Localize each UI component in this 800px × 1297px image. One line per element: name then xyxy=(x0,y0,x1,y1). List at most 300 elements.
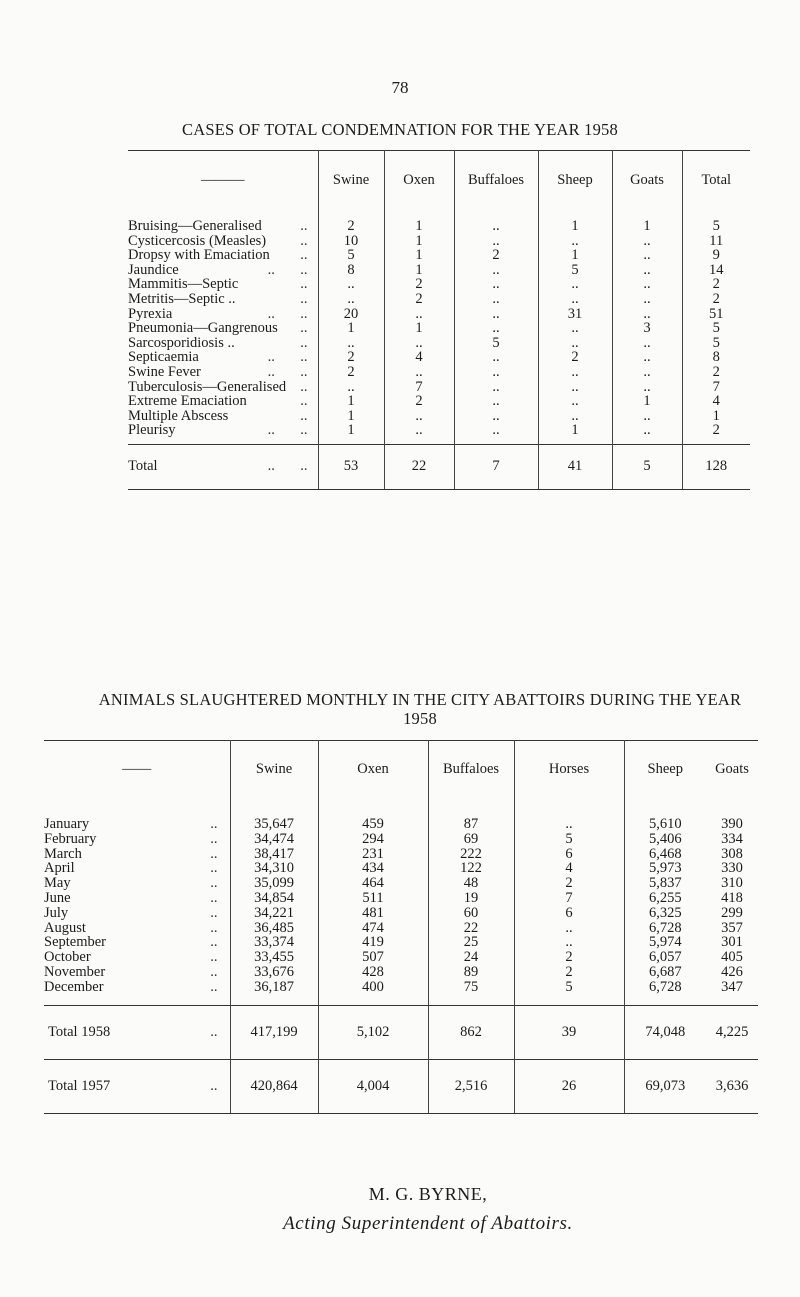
table-cell: .. xyxy=(384,409,454,424)
table1-col-header: Oxen xyxy=(384,151,454,210)
table-cell: .. xyxy=(318,380,384,395)
table-cell: .. xyxy=(612,307,682,322)
table-cell: 6,728 xyxy=(624,980,706,995)
table-cell: .. xyxy=(454,292,538,307)
table1-col-header: Goats xyxy=(612,151,682,210)
leader-dots: .. xyxy=(210,860,218,877)
table-cell: 310 xyxy=(721,875,743,892)
table-row xyxy=(44,921,758,936)
table-cell: .. xyxy=(384,336,454,351)
table-cell: 4,225 xyxy=(706,1005,758,1059)
table-cell: 5 xyxy=(514,980,624,995)
table-cell: 89 xyxy=(428,965,514,980)
table-cell: .. xyxy=(612,365,682,380)
row-label: October xyxy=(44,949,91,966)
table-cell: .. xyxy=(514,817,624,832)
table-cell: .. xyxy=(454,321,538,336)
row-label-cell xyxy=(44,980,230,995)
leader-dots: .. xyxy=(300,334,308,351)
table-cell: 41 xyxy=(538,444,612,489)
row-label-cell xyxy=(128,444,318,489)
table-cell: 6,325 xyxy=(624,906,706,921)
row-label-cell xyxy=(128,394,318,409)
table-cell: .. xyxy=(612,292,682,307)
table-cell: 5 xyxy=(454,336,538,351)
table-cell: 1 xyxy=(318,409,384,424)
table-cell: .. xyxy=(538,292,612,307)
table-cell: .. xyxy=(318,277,384,292)
page-number: 78 xyxy=(391,78,409,97)
table-cell: 7 xyxy=(514,891,624,906)
table-cell: 33,676 xyxy=(230,965,318,980)
table-cell: 34,221 xyxy=(230,906,318,921)
table-cell: 4,004 xyxy=(318,1059,428,1113)
row-label: Sarcosporidiosis .. xyxy=(128,334,235,351)
table-cell: 5,837 xyxy=(624,876,706,891)
leader-dots: .. xyxy=(210,934,218,951)
table-cell: 481 xyxy=(318,906,428,921)
row-label-cell xyxy=(44,950,230,965)
table-cell: 34,310 xyxy=(230,861,318,876)
table-cell: 3,636 xyxy=(706,1059,758,1113)
table2-col-header: Buffaloes xyxy=(428,741,514,798)
row-label: Total 1957 xyxy=(48,1077,111,1094)
row-label-cell xyxy=(128,336,318,351)
table-cell: 6 xyxy=(514,847,624,862)
row-label-cell xyxy=(44,1059,230,1113)
table-row xyxy=(128,336,750,351)
table-row xyxy=(44,891,758,906)
leader-dots: .. xyxy=(300,290,308,307)
table-cell: 25 xyxy=(428,935,514,950)
table-cell: .. xyxy=(318,292,384,307)
table-cell: 2 xyxy=(318,350,384,365)
row-label: September xyxy=(44,934,107,951)
table-cell: .. xyxy=(454,365,538,380)
row-label-cell xyxy=(44,847,230,862)
table-cell: 69 xyxy=(428,832,514,847)
table-cell: 308 xyxy=(721,845,743,862)
table-cell: 1 xyxy=(538,219,612,234)
table-cell: 1 xyxy=(384,234,454,249)
row-label: Mammitis—Septic xyxy=(128,276,239,293)
table-cell: 5 xyxy=(612,444,682,489)
table-cell: .. xyxy=(538,409,612,424)
table-cell: .. xyxy=(612,263,682,278)
table-row xyxy=(44,980,758,995)
leader-dots: .. xyxy=(210,919,218,936)
table-cell: 8 xyxy=(682,350,750,365)
table-cell: 428 xyxy=(318,965,428,980)
table-cell: 4 xyxy=(384,350,454,365)
table-cell: .. xyxy=(454,263,538,278)
table-cell: 3 xyxy=(612,321,682,336)
table-cell: 34,474 xyxy=(230,832,318,847)
table-cell: .. xyxy=(612,409,682,424)
table-cell: .. xyxy=(384,365,454,380)
table-cell: 1 xyxy=(612,219,682,234)
table-row xyxy=(128,394,750,409)
table-row xyxy=(128,409,750,424)
table-cell: 2 xyxy=(514,950,624,965)
leader-dots: .. xyxy=(300,232,308,249)
row-label-cell xyxy=(44,876,230,891)
table-cell: 11 xyxy=(682,234,750,249)
table-cell: 26 xyxy=(514,1059,624,1113)
row-label-cell xyxy=(128,234,318,249)
table-cell: 122 xyxy=(428,861,514,876)
table-cell: 1 xyxy=(318,394,384,409)
table-cell: .. xyxy=(538,321,612,336)
leader-dots: .. xyxy=(300,407,308,424)
table-row xyxy=(128,380,750,395)
table-cell: 2 xyxy=(682,365,750,380)
table-cell: 5 xyxy=(682,219,750,234)
table-cell: 330 xyxy=(721,860,743,877)
row-label-cell xyxy=(128,277,318,292)
table2-header-row xyxy=(44,741,758,798)
table-cell: 6 xyxy=(514,906,624,921)
table-row xyxy=(44,817,758,832)
leader-dots: .. .. xyxy=(267,458,308,475)
table-cell: 2 xyxy=(318,365,384,380)
total-row xyxy=(44,1005,758,1059)
table-cell: 48 xyxy=(428,876,514,891)
table-cell: 2 xyxy=(682,292,750,307)
table-cell: 10 xyxy=(318,234,384,249)
table-row xyxy=(128,365,750,380)
table-cell: 8 xyxy=(318,263,384,278)
slaughter-table xyxy=(44,740,758,1114)
table-cell: 69,073 xyxy=(624,1059,706,1113)
row-label: Total xyxy=(128,458,158,475)
table-cell: .. xyxy=(538,234,612,249)
table-cell: 1 xyxy=(384,248,454,263)
row-label-cell xyxy=(44,965,230,980)
table2-corner: —— xyxy=(122,760,152,777)
table-cell: .. xyxy=(538,277,612,292)
row-label: Jaundice xyxy=(128,261,179,278)
row-label-cell xyxy=(128,380,318,395)
row-label-cell xyxy=(128,365,318,380)
table-cell: 390 xyxy=(721,816,743,832)
table-cell: .. xyxy=(454,234,538,249)
row-label: December xyxy=(44,978,104,995)
table-cell: 420,864 xyxy=(230,1059,318,1113)
table-cell: .. xyxy=(538,365,612,380)
table-cell: 6,687 xyxy=(624,965,706,980)
table-cell: 2 xyxy=(318,219,384,234)
table-cell: 1 xyxy=(682,409,750,424)
table-cell: 75 xyxy=(428,980,514,995)
table-cell: 6,057 xyxy=(624,950,706,965)
leader-dots: .. xyxy=(210,816,218,832)
leader-dots: .. xyxy=(210,875,218,892)
table2-col-header: Oxen xyxy=(318,741,428,798)
row-label-cell xyxy=(128,350,318,365)
row-label-cell xyxy=(128,248,318,263)
table-cell: 6,255 xyxy=(624,891,706,906)
table-cell: 474 xyxy=(318,921,428,936)
table-cell: 459 xyxy=(318,817,428,832)
row-label: Total 1958 xyxy=(48,1023,111,1040)
table-cell: .. xyxy=(454,409,538,424)
table-cell: 20 xyxy=(318,307,384,322)
leader-dots: .. .. xyxy=(267,422,308,439)
row-label: June xyxy=(44,889,71,906)
table-cell: 405 xyxy=(721,949,743,966)
row-label: Bruising—Generalised xyxy=(128,218,262,234)
leader-dots: .. xyxy=(210,845,218,862)
table-row xyxy=(44,950,758,965)
table-cell: 2 xyxy=(682,277,750,292)
table-cell: 2 xyxy=(384,292,454,307)
table-row xyxy=(44,876,758,891)
table-cell: .. xyxy=(384,307,454,322)
table-row xyxy=(44,935,758,950)
table-cell: 5 xyxy=(682,336,750,351)
leader-dots: .. .. xyxy=(267,349,308,366)
table-cell: .. xyxy=(538,394,612,409)
row-label-cell xyxy=(128,263,318,278)
table-cell: 418 xyxy=(721,889,743,906)
table-row xyxy=(128,307,750,322)
table-cell: 1 xyxy=(538,423,612,438)
table-cell: .. xyxy=(454,423,538,438)
table1-col-header: Swine xyxy=(318,151,384,210)
leader-dots: .. xyxy=(300,393,308,410)
total-row xyxy=(128,444,750,489)
table-cell: 7 xyxy=(454,444,538,489)
table-row xyxy=(128,234,750,249)
leader-dots: .. xyxy=(300,320,308,337)
row-label-cell xyxy=(128,321,318,336)
table-cell: 1 xyxy=(538,248,612,263)
table2-col-header: Sheep xyxy=(624,741,706,798)
table-cell: 419 xyxy=(318,935,428,950)
row-label: Dropsy with Emaciation xyxy=(128,247,270,264)
table-cell: .. xyxy=(612,234,682,249)
table-cell: 31 xyxy=(538,307,612,322)
table-cell: 60 xyxy=(428,906,514,921)
table-cell: 1 xyxy=(318,321,384,336)
table-cell: 5 xyxy=(318,248,384,263)
table-cell: 53 xyxy=(318,444,384,489)
table-cell: 2 xyxy=(384,277,454,292)
table-cell: 51 xyxy=(682,307,750,322)
table2-col-header: Goats xyxy=(715,760,749,777)
table-cell: .. xyxy=(612,277,682,292)
table-cell: 128 xyxy=(682,444,750,489)
table-cell: .. xyxy=(612,423,682,438)
table-cell: 301 xyxy=(721,934,743,951)
row-label: Pleurisy xyxy=(128,422,176,439)
table-row xyxy=(128,277,750,292)
table-cell: 5,974 xyxy=(624,935,706,950)
table-cell: 6,728 xyxy=(624,921,706,936)
row-label: August xyxy=(44,919,86,936)
row-label-cell xyxy=(44,921,230,936)
leader-dots: .. xyxy=(210,889,218,906)
table-cell: 2 xyxy=(454,248,538,263)
table2-title: ANIMALS SLAUGHTERED MONTHLY IN THE CITY ABATTOIRS DURING THE YEAR 1958 xyxy=(98,690,742,728)
table-cell: 33,374 xyxy=(230,935,318,950)
row-label: Swine Fever xyxy=(128,363,201,380)
table-cell: 5 xyxy=(514,832,624,847)
table-cell: 35,099 xyxy=(230,876,318,891)
table-cell: 2,516 xyxy=(428,1059,514,1113)
table-cell: 5 xyxy=(538,263,612,278)
table-cell: .. xyxy=(612,380,682,395)
table-cell: 7 xyxy=(384,380,454,395)
table-cell: .. xyxy=(384,423,454,438)
leader-dots: .. .. xyxy=(267,305,308,322)
table-cell: 74,048 xyxy=(624,1005,706,1059)
row-label-cell xyxy=(44,935,230,950)
table-cell: 9 xyxy=(682,248,750,263)
table-cell: .. xyxy=(454,277,538,292)
table-cell: 24 xyxy=(428,950,514,965)
leader-dots: .. xyxy=(210,904,218,921)
leader-dots: .. xyxy=(210,978,218,995)
table-cell: 87 xyxy=(428,817,514,832)
table-row xyxy=(128,263,750,278)
row-label-cell xyxy=(128,219,318,234)
table-cell: 511 xyxy=(318,891,428,906)
table-cell: 334 xyxy=(721,830,743,847)
table-cell: 2 xyxy=(682,423,750,438)
row-label: April xyxy=(44,860,75,877)
table1-header-row xyxy=(128,151,750,210)
row-label-cell xyxy=(44,832,230,847)
row-label: Septicaemia xyxy=(128,349,199,366)
table-cell: 34,854 xyxy=(230,891,318,906)
table-cell: 2 xyxy=(514,876,624,891)
table-cell: 36,485 xyxy=(230,921,318,936)
table-cell: 357 xyxy=(721,919,743,936)
table-row xyxy=(128,350,750,365)
table-cell: .. xyxy=(612,248,682,263)
row-label: Multiple Abscess xyxy=(128,407,229,424)
table-cell: .. xyxy=(454,350,538,365)
row-label-cell xyxy=(44,906,230,921)
table-row xyxy=(44,832,758,847)
row-label-cell xyxy=(44,861,230,876)
table-cell: 7 xyxy=(682,380,750,395)
signature-title: Acting Superintendent of Abattoirs. xyxy=(283,1213,573,1234)
table-cell: 426 xyxy=(721,963,743,980)
table-cell: 231 xyxy=(318,847,428,862)
table-cell: 35,647 xyxy=(230,817,318,832)
table-cell: 507 xyxy=(318,950,428,965)
row-label: Metritis—Septic .. xyxy=(128,290,236,307)
row-label-cell xyxy=(128,307,318,322)
table-cell: 5,973 xyxy=(624,861,706,876)
table-cell: .. xyxy=(454,394,538,409)
table-cell: 299 xyxy=(721,904,743,921)
table-row xyxy=(44,906,758,921)
table-cell: 39 xyxy=(514,1005,624,1059)
table-cell: 400 xyxy=(318,980,428,995)
table-row xyxy=(128,423,750,438)
table-cell: 4 xyxy=(514,861,624,876)
table-row xyxy=(44,847,758,862)
table-cell: .. xyxy=(454,219,538,234)
leader-dots: .. .. xyxy=(267,261,308,278)
row-label-cell xyxy=(44,817,230,832)
table-cell: .. xyxy=(318,336,384,351)
row-label: November xyxy=(44,963,106,980)
leader-dots: .. xyxy=(210,963,218,980)
table-cell: 464 xyxy=(318,876,428,891)
table-cell: 6,468 xyxy=(624,847,706,862)
table1-corner: ——— xyxy=(201,171,245,188)
table-cell: 33,455 xyxy=(230,950,318,965)
table-cell: 5,406 xyxy=(624,832,706,847)
leader-dots: .. xyxy=(300,247,308,264)
table-cell: 434 xyxy=(318,861,428,876)
table-cell: 22 xyxy=(384,444,454,489)
table-row xyxy=(44,965,758,980)
table-cell: 294 xyxy=(318,832,428,847)
leader-dots: .. xyxy=(210,830,218,847)
table-cell: .. xyxy=(514,935,624,950)
table1-col-header: Sheep xyxy=(538,151,612,210)
table1-col-header: Total xyxy=(682,151,750,210)
table-cell: 2 xyxy=(538,350,612,365)
leader-dots: .. xyxy=(210,949,218,966)
table1-col-header: Buffaloes xyxy=(454,151,538,210)
table-row xyxy=(128,292,750,307)
table-cell: 5 xyxy=(682,321,750,336)
table-cell: 38,417 xyxy=(230,847,318,862)
leader-dots: .. xyxy=(210,1023,218,1040)
row-label: Extreme Emaciation xyxy=(128,393,247,410)
table-cell: 19 xyxy=(428,891,514,906)
leader-dots: .. xyxy=(300,378,308,395)
table-cell: .. xyxy=(612,350,682,365)
table-cell: 36,187 xyxy=(230,980,318,995)
leader-dots: .. xyxy=(210,1077,218,1094)
row-label: January xyxy=(44,816,90,832)
table-cell: 14 xyxy=(682,263,750,278)
table-cell: 1 xyxy=(612,394,682,409)
signature-name: M. G. BYRNE, xyxy=(368,1184,488,1204)
row-label-cell xyxy=(44,1005,230,1059)
total-row xyxy=(44,1059,758,1113)
row-label: February xyxy=(44,830,97,847)
table-row xyxy=(128,321,750,336)
row-label-cell xyxy=(128,423,318,438)
table2-col-header: Horses xyxy=(514,741,624,798)
table2-col-header: Swine xyxy=(230,741,318,798)
row-label: Pneumonia—Gangrenous xyxy=(128,320,278,337)
table-cell: .. xyxy=(454,380,538,395)
leader-dots: .. .. xyxy=(267,363,308,380)
table-cell: 417,199 xyxy=(230,1005,318,1059)
row-label: Tuberculosis—Generalised xyxy=(128,378,287,395)
table-cell: 1 xyxy=(384,263,454,278)
table-cell: .. xyxy=(454,307,538,322)
table-cell: 2 xyxy=(514,965,624,980)
table-row xyxy=(128,219,750,234)
table-cell: 1 xyxy=(384,219,454,234)
table-cell: 1 xyxy=(384,321,454,336)
table-cell: 1 xyxy=(318,423,384,438)
row-label-cell xyxy=(44,891,230,906)
table-cell: 22 xyxy=(428,921,514,936)
table-cell: 5,610 xyxy=(624,817,706,832)
